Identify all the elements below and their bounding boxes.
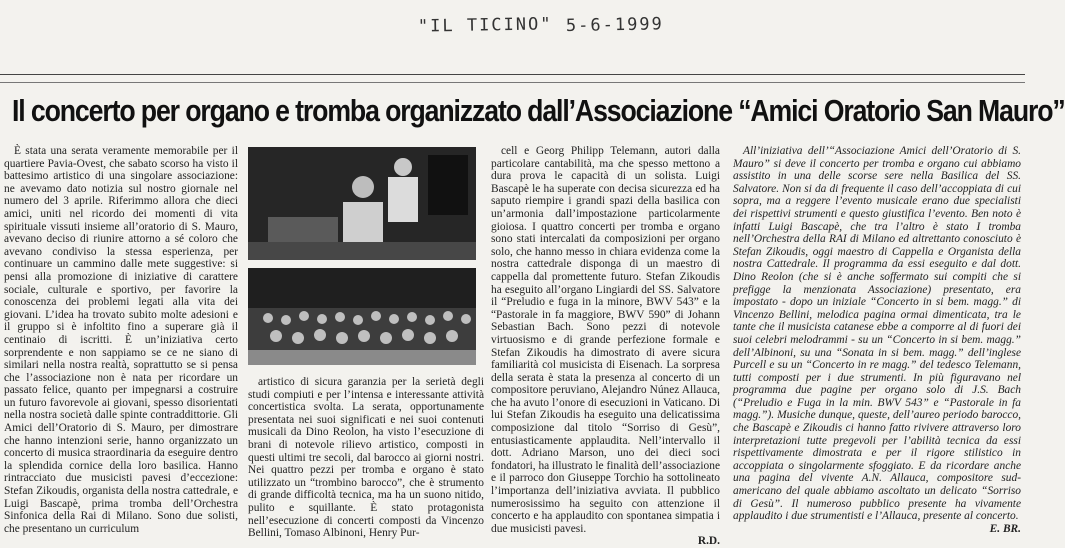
photo-audience xyxy=(248,268,476,365)
top-rule xyxy=(0,74,1025,75)
review-signature: E. BR. xyxy=(989,522,1021,535)
article-column-4 xyxy=(491,145,720,548)
photo-musicians-image xyxy=(248,147,476,260)
column-4-text: cell e Georg Philipp Telemann, autori dalla particolare cantabilità, ma che spesso mettono a dura prova le capacità di un solista. Luigi Bascapè le ha superate con decisa sicurezza ed ha saputo riempire i grandi spazi della basilica con un’armonia dall’impostazione particolarmente gioiosa. I quattro concerti per tromba e organo sono stati intercalati da composizioni per organo solo, che hanno messo in chiara evidenza come la nostra cattedrale disponga di un maestro di cappella dal promettente futuro. Stefan Zikoudis ha eseguito all’organo Lingiardi del SS. Salvatore il “Preludio e fuga in la minore, BWV 543” e la “Pastorale in fa maggiore, BWV 590” di Johann Sebastian Bach. Sono pezzi di notevole virtuosismo e di grande perfezione formale e Stefan Zikoudis ha dimostrato di avere sicura familiarità col musicista di Eisenach. La sorpresa della serata è stata la presenza al concerto di un compositore peruviano, Alejandro Núnez Allauca, che ha avuto l’onore di esecuzioni in Vaticano. Di lui Stefan Zikoudis ha eseguito una delicatissima composizione dal titolo “Sorriso di Gesù”, entusiasticamente applaudita. Nell’intervallo il dott. Adriano Marson, uno dei dieci soci fondatori, ha illustrato le finalità dell’associazione e il parroco don Giuseppe Torchio ha sottolineato l’importanza dell’iniziativa avviata. Il pubblico numerosissimo ha seguito con attenzione il concerto e ha applaudito con spontanea simpatia i due musicisti pavesi. xyxy=(491,145,720,535)
review-column xyxy=(733,145,1021,539)
handwritten-source-note xyxy=(418,11,718,46)
handwritten-date: 5-6-1999 xyxy=(565,14,664,37)
column-4-signature: R.D. xyxy=(697,535,720,548)
article-headline: Il concerto per organo e tromba organizzato dall’Associazione “Amici Oratorio San Mauro” xyxy=(12,93,1065,128)
column-1-text: È stata una serata veramente memorabile per il quartiere Pavia-Ovest, che sabato scorso ha visto il battesimo artistico di una singolare associazione: ne avevamo dato notizia sul nostro giornale nel numero del 3 aprile. Riferimmo allora che dieci amici, uniti nel ricordo dei momenti di vita spirituale vissuti insieme all’oratorio di S. Mauro, avevano deciso di riunire attorno a sé coloro che avevano condiviso la stessa esperienza, per continuare un cammino dalle mete suggestive: si pensi alla promozione di iniziative di carattere sociale, culturale e sportivo, per favorire la conoscenza dei problemi legati alla vita dei giovani. L’idea ha trovato subito molte adesioni e il gruppo si è infoltito fino a superare già il centinaio di iscritti. È un’iniziativa certo sorprendente e non sappiamo se ce ne siano di similari nella nostra realtà, soprattutto se si pensa che l’associazione non è nata per ricordare un passato felice, quanto per impegnarsi a costruire un futuro favorevole ai giovani, spesso disorientati nella nostra società dalle spinte contraddittorie. Gli Amici dell’Oratorio di S. Mauro, per dimostrare che hanno intenzioni serie, hanno organizzato un concerto di musica straordinaria da eseguire dentro la splendida cornice della loro basilica. Hanno rintracciato due musicisti pavesi d’eccezione: Stefan Zikoudis, organista della nostra cattedrale, e Luigi Bascapè, prima tromba dell’Orchestra Sinfonica della Rai di Milano. Sono due solisti, che presentano un curriculum xyxy=(4,145,238,535)
handwritten-newspaper-name: "IL TICINO" xyxy=(417,14,553,37)
photo-musicians xyxy=(248,147,476,260)
top-rule-thin xyxy=(0,82,1025,83)
photo-audience-image xyxy=(248,268,476,365)
review-text: All’iniziativa dell’“Associazione Amici dell’Oratorio di S. Mauro” si deve il concerto per tromba e organo cui abbiamo assistito in una delle scorse sere nella Basilica del SS. Salvatore. Non si da di frequente il caso dell’accoppiata di cui sopra, ma a reggere l’evento musicale erano due specialisti dei rispettivi strumenti e questo giustifica l’evento. Ben noto è infatti Luigi Bascapè, che tra l’altro è stato I tromba nell’Orchestra della RAI di Milano ed altrettanto conosciuto è Stefan Zikoudis, oggi maestro di Cappella e Organista della nostra Cattedrale. Il programma da essi eseguito e dal dott. Dino Reolon (che si è anche soffermato sui compiti che si prefigge la menzionata Associazione) presentato, era impostato - dopo un iniziale “Concerto in si bem. magg.” di Vincenzo Bellini, melodica pagina ormai dimenticata, tra le tante che il musicista catanese ebbe a comporre al di fuori dei suoi celebri melodrammi - su un “Concerto in si bem. magg.” dell’Albinoni, su una “Sonata in si bem. magg.” dell’inglese Purcell e su un “Concerto in re magg.” del tedesco Telemann, tutti composti per i due strumenti. In più figuravano nel programma due pagine per organo solo di J.S. Bach (“Preludio e Fuga in la min. BWV 543” e “Pastorale in fa magg.”). Musiche dunque, queste, dell’aureo periodo barocco, che Bascapè e Zikoudis ci hanno fatto rivivere attraverso loro interpretazioni tutte pregevoli per l’abilità tecnica da essi rispettivamente dimostrata e per il rigore stilistico in accoppiata o singolarmente sfoggiato. E da ricordare anche una pagina del vivente A.N. Allauca, compositore sud-americano del quale abbiamo ascoltato un delicato “Sorriso di Gesù”. Il numeroso pubblico presente ha vivamente applaudito i due strumentisti e l’Allauca, presente al concerto. xyxy=(733,145,1021,523)
article-column-1 xyxy=(4,145,238,539)
article-column-3 xyxy=(248,376,484,539)
column-3-text: artistico di sicura garanzia per la serietà degli studi compiuti e per l’intensa e interessante attività concertistica svolta. La serata, opportunamente presentata nei suoi significati e nei suoi contenuti musicali da Dino Reolon, ha visto l’esecuzione di brani di notevole rilievo artistico, composti in questi ultimi tre secoli, dal barocco ai giorni nostri. Nei quattro pezzi per tromba e organo è stato utilizzato un “trombino barocco”, che è strumento di grande difficoltà tecnica, ma ha un suono nitido, pulito e squillante. È stato protagonista nell’esecuzione di concerti composti da Vincenzo Bellini, Tomaso Albinoni, Henry Pur- xyxy=(248,376,484,540)
